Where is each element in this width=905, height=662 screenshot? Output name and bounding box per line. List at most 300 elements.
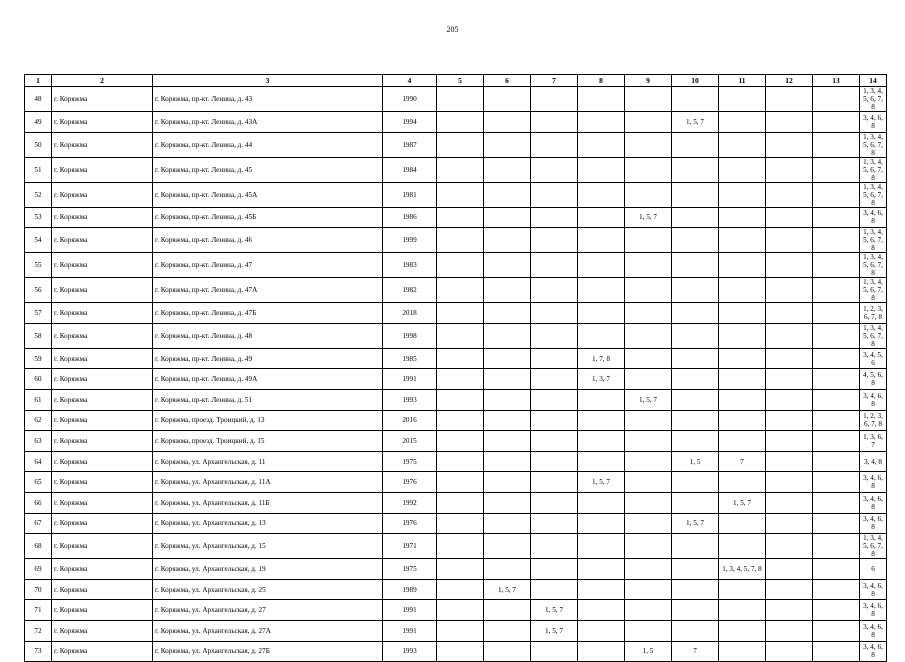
table-cell-col-6 bbox=[484, 389, 531, 410]
table-cell-col-7 bbox=[531, 278, 578, 303]
table-cell-col-14: 3, 4, 6, 8 bbox=[860, 207, 887, 228]
table-cell-col-8 bbox=[578, 253, 625, 278]
table-row bbox=[25, 87, 887, 112]
table-cell-col-13 bbox=[813, 492, 860, 513]
table-cell-col-1: 51 bbox=[25, 157, 52, 182]
table-cell-col-10 bbox=[672, 369, 719, 390]
table-cell-col-12 bbox=[766, 132, 813, 157]
table-cell-col-1: 50 bbox=[25, 132, 52, 157]
table-cell-col-3: г. Коряжма, проезд. Троицкий, д. 13 bbox=[153, 410, 383, 431]
table-cell-col-5 bbox=[437, 534, 484, 559]
table-cell-col-11 bbox=[719, 132, 766, 157]
table-cell-col-11 bbox=[719, 431, 766, 452]
table-cell-col-12 bbox=[766, 410, 813, 431]
table-cell-col-3: г. Коряжма, пр-кт. Ленина, д. 45А bbox=[153, 182, 383, 207]
table-cell-col-2: г. Коряжма bbox=[52, 228, 153, 253]
column-header-10: 10 bbox=[672, 75, 719, 87]
table-cell-col-2: г. Коряжма bbox=[52, 620, 153, 641]
table-cell-col-10 bbox=[672, 579, 719, 600]
table-cell-col-2: г. Коряжма bbox=[52, 157, 153, 182]
table-row bbox=[25, 132, 887, 157]
table-cell-col-14: 3, 4, 6, 8 bbox=[860, 492, 887, 513]
table-cell-col-3: г. Коряжма, пр-кт. Ленина, д. 45 bbox=[153, 157, 383, 182]
table-cell-col-5 bbox=[437, 492, 484, 513]
table-cell-col-11 bbox=[719, 620, 766, 641]
table-cell-col-7 bbox=[531, 534, 578, 559]
table-cell-col-6: 1, 5, 7 bbox=[484, 579, 531, 600]
table-cell-col-2: г. Коряжма bbox=[52, 472, 153, 493]
table-cell-col-6 bbox=[484, 112, 531, 133]
table-row bbox=[25, 157, 887, 182]
table-cell-col-14: 3, 4, 6, 8 bbox=[860, 472, 887, 493]
table-cell-col-3: г. Коряжма, ул. Архангельская, д. 11Б bbox=[153, 492, 383, 513]
table-cell-col-4: 2016 bbox=[383, 410, 437, 431]
table-cell-col-10: 7 bbox=[672, 641, 719, 662]
table-cell-col-6 bbox=[484, 228, 531, 253]
table-cell-col-11 bbox=[719, 157, 766, 182]
table-cell-col-1: 69 bbox=[25, 559, 52, 580]
column-header-7: 7 bbox=[531, 75, 578, 87]
table-cell-col-13 bbox=[813, 559, 860, 580]
table-cell-col-1: 63 bbox=[25, 431, 52, 452]
table-cell-col-10 bbox=[672, 207, 719, 228]
table-cell-col-12 bbox=[766, 182, 813, 207]
table-cell-col-2: г. Коряжма bbox=[52, 600, 153, 621]
table-cell-col-2: г. Коряжма bbox=[52, 431, 153, 452]
table-row bbox=[25, 431, 887, 452]
table-cell-col-12 bbox=[766, 348, 813, 369]
table-cell-col-9 bbox=[625, 534, 672, 559]
table-cell-col-5 bbox=[437, 369, 484, 390]
table-cell-col-8 bbox=[578, 600, 625, 621]
table-cell-col-10: 1, 5, 7 bbox=[672, 112, 719, 133]
table-cell-col-7 bbox=[531, 112, 578, 133]
table-cell-col-14: 3, 4, 6, 8 bbox=[860, 112, 887, 133]
table-cell-col-2: г. Коряжма bbox=[52, 182, 153, 207]
table-cell-col-1: 65 bbox=[25, 472, 52, 493]
table-cell-col-3: г. Коряжма, ул. Архангельская, д. 19 bbox=[153, 559, 383, 580]
table-cell-col-6 bbox=[484, 513, 531, 534]
table-cell-col-11 bbox=[719, 207, 766, 228]
table-cell-col-12 bbox=[766, 559, 813, 580]
table-cell-col-1: 55 bbox=[25, 253, 52, 278]
table-cell-col-5 bbox=[437, 513, 484, 534]
table-cell-col-8 bbox=[578, 389, 625, 410]
table-cell-col-12 bbox=[766, 600, 813, 621]
table-cell-col-10 bbox=[672, 303, 719, 324]
table-cell-col-4: 2018 bbox=[383, 303, 437, 324]
table-cell-col-3: г. Коряжма, пр-кт. Ленина, д. 49А bbox=[153, 369, 383, 390]
table-cell-col-10 bbox=[672, 253, 719, 278]
table-cell-col-5 bbox=[437, 228, 484, 253]
table-cell-col-12 bbox=[766, 579, 813, 600]
table-cell-col-1: 57 bbox=[25, 303, 52, 324]
table-cell-col-11 bbox=[719, 278, 766, 303]
table-cell-col-3: г. Коряжма, ул. Архангельская, д. 27А bbox=[153, 620, 383, 641]
table-cell-col-6 bbox=[484, 348, 531, 369]
table-row bbox=[25, 472, 887, 493]
table-cell-col-3: г. Коряжма, пр-кт. Ленина, д. 51 bbox=[153, 389, 383, 410]
table-cell-col-3: г. Коряжма, пр-кт. Ленина, д. 44 bbox=[153, 132, 383, 157]
table-cell-col-5 bbox=[437, 451, 484, 472]
table-cell-col-11 bbox=[719, 472, 766, 493]
table-cell-col-14: 1, 3, 4, 5, 6, 7, 8 bbox=[860, 534, 887, 559]
table-cell-col-6 bbox=[484, 431, 531, 452]
table-cell-col-6 bbox=[484, 559, 531, 580]
table-cell-col-9 bbox=[625, 410, 672, 431]
table-cell-col-8 bbox=[578, 157, 625, 182]
table-cell-col-1: 53 bbox=[25, 207, 52, 228]
table-cell-col-14: 1, 3, 4, 5, 6, 7, 8 bbox=[860, 253, 887, 278]
table-cell-col-13 bbox=[813, 207, 860, 228]
table-cell-col-5 bbox=[437, 207, 484, 228]
table-cell-col-4: 1998 bbox=[383, 323, 437, 348]
table-cell-col-13 bbox=[813, 431, 860, 452]
table-cell-col-12 bbox=[766, 87, 813, 112]
table-cell-col-4: 1993 bbox=[383, 389, 437, 410]
table-cell-col-9 bbox=[625, 87, 672, 112]
table-cell-col-14: 3, 4, 6, 8 bbox=[860, 600, 887, 621]
table-cell-col-7: 1, 5, 7 bbox=[531, 600, 578, 621]
table-cell-col-8 bbox=[578, 534, 625, 559]
table-cell-col-9 bbox=[625, 253, 672, 278]
table-cell-col-1: 72 bbox=[25, 620, 52, 641]
table-cell-col-10: 1, 5 bbox=[672, 451, 719, 472]
table-cell-col-10 bbox=[672, 389, 719, 410]
table-cell-col-8 bbox=[578, 641, 625, 662]
table-cell-col-3: г. Коряжма, пр-кт. Ленина, д. 49 bbox=[153, 348, 383, 369]
table-cell-col-7 bbox=[531, 207, 578, 228]
table-cell-col-4: 1982 bbox=[383, 278, 437, 303]
table-cell-col-3: г. Коряжма, пр-кт. Ленина, д. 43А bbox=[153, 112, 383, 133]
table-cell-col-5 bbox=[437, 348, 484, 369]
table-cell-col-4: 2015 bbox=[383, 431, 437, 452]
table-cell-col-2: г. Коряжма bbox=[52, 579, 153, 600]
table-cell-col-12 bbox=[766, 278, 813, 303]
column-header-5: 5 bbox=[437, 75, 484, 87]
table-cell-col-10 bbox=[672, 534, 719, 559]
table-cell-col-13 bbox=[813, 451, 860, 472]
table-cell-col-2: г. Коряжма bbox=[52, 534, 153, 559]
table-cell-col-4: 1989 bbox=[383, 579, 437, 600]
table-cell-col-8: 1, 3, 7 bbox=[578, 369, 625, 390]
table-cell-col-2: г. Коряжма bbox=[52, 348, 153, 369]
table-cell-col-10 bbox=[672, 431, 719, 452]
table-cell-col-1: 49 bbox=[25, 112, 52, 133]
table-cell-col-10 bbox=[672, 472, 719, 493]
table-cell-col-7 bbox=[531, 513, 578, 534]
table-cell-col-1: 70 bbox=[25, 579, 52, 600]
table-cell-col-5 bbox=[437, 112, 484, 133]
table-cell-col-6 bbox=[484, 472, 531, 493]
table-cell-col-6 bbox=[484, 253, 531, 278]
table-cell-col-5 bbox=[437, 600, 484, 621]
table-cell-col-7 bbox=[531, 559, 578, 580]
table-cell-col-11 bbox=[719, 513, 766, 534]
table-cell-col-3: г. Коряжма, ул. Архангельская, д. 13 bbox=[153, 513, 383, 534]
table-cell-col-11 bbox=[719, 579, 766, 600]
table-cell-col-4: 1993 bbox=[383, 641, 437, 662]
table-cell-col-8 bbox=[578, 431, 625, 452]
table-cell-col-6 bbox=[484, 600, 531, 621]
table-cell-col-4: 1991 bbox=[383, 600, 437, 621]
table-cell-col-9 bbox=[625, 472, 672, 493]
table-cell-col-1: 61 bbox=[25, 389, 52, 410]
table-cell-col-12 bbox=[766, 303, 813, 324]
table-cell-col-9: 1, 5, 7 bbox=[625, 389, 672, 410]
table-cell-col-5 bbox=[437, 620, 484, 641]
table-cell-col-6 bbox=[484, 534, 531, 559]
table-cell-col-5 bbox=[437, 472, 484, 493]
table-cell-col-10 bbox=[672, 278, 719, 303]
table-cell-col-4: 1976 bbox=[383, 513, 437, 534]
table-cell-col-11 bbox=[719, 348, 766, 369]
table-cell-col-4: 1976 bbox=[383, 472, 437, 493]
table-cell-col-9 bbox=[625, 579, 672, 600]
table-cell-col-8 bbox=[578, 228, 625, 253]
table-cell-col-3: г. Коряжма, ул. Архангельская, д. 11 bbox=[153, 451, 383, 472]
table-cell-col-6 bbox=[484, 207, 531, 228]
table-row bbox=[25, 579, 887, 600]
table-cell-col-9: 1, 5 bbox=[625, 641, 672, 662]
table-cell-col-6 bbox=[484, 492, 531, 513]
table-cell-col-10 bbox=[672, 600, 719, 621]
table-cell-col-10 bbox=[672, 492, 719, 513]
table-row bbox=[25, 323, 887, 348]
table-row bbox=[25, 228, 887, 253]
table-cell-col-6 bbox=[484, 641, 531, 662]
table-cell-col-13 bbox=[813, 228, 860, 253]
column-header-1: 1 bbox=[25, 75, 52, 87]
table-cell-col-13 bbox=[813, 534, 860, 559]
table-cell-col-7 bbox=[531, 410, 578, 431]
table-cell-col-14: 3, 4, 6, 8 bbox=[860, 513, 887, 534]
table-cell-col-3: г. Коряжма, пр-кт. Ленина, д. 43 bbox=[153, 87, 383, 112]
table-cell-col-4: 1991 bbox=[383, 369, 437, 390]
table-cell-col-1: 48 bbox=[25, 87, 52, 112]
table-cell-col-7 bbox=[531, 579, 578, 600]
table-cell-col-5 bbox=[437, 431, 484, 452]
table-cell-col-1: 66 bbox=[25, 492, 52, 513]
table-row bbox=[25, 641, 887, 662]
table-cell-col-7 bbox=[531, 323, 578, 348]
table-cell-col-14: 1, 3, 4, 5, 6, 7, 8 bbox=[860, 323, 887, 348]
table-cell-col-14: 3, 4, 8 bbox=[860, 451, 887, 472]
column-header-8: 8 bbox=[578, 75, 625, 87]
table-cell-col-4: 1992 bbox=[383, 492, 437, 513]
table-cell-col-1: 52 bbox=[25, 182, 52, 207]
table-cell-col-2: г. Коряжма bbox=[52, 132, 153, 157]
column-header-3: 3 bbox=[153, 75, 383, 87]
table-row bbox=[25, 534, 887, 559]
table-cell-col-2: г. Коряжма bbox=[52, 207, 153, 228]
column-header-9: 9 bbox=[625, 75, 672, 87]
column-header-11: 11 bbox=[719, 75, 766, 87]
column-header-2: 2 bbox=[52, 75, 153, 87]
table-cell-col-4: 1971 bbox=[383, 534, 437, 559]
table-cell-col-14: 1, 2, 3, 6, 7, 8 bbox=[860, 410, 887, 431]
table-cell-col-12 bbox=[766, 534, 813, 559]
table-cell-col-13 bbox=[813, 112, 860, 133]
column-header-4: 4 bbox=[383, 75, 437, 87]
table-cell-col-2: г. Коряжма bbox=[52, 559, 153, 580]
table-row bbox=[25, 348, 887, 369]
table-body bbox=[25, 87, 887, 662]
table-cell-col-1: 64 bbox=[25, 451, 52, 472]
table-cell-col-7 bbox=[531, 369, 578, 390]
table-row bbox=[25, 182, 887, 207]
table-cell-col-12 bbox=[766, 431, 813, 452]
table-cell-col-1: 58 bbox=[25, 323, 52, 348]
table-cell-col-11 bbox=[719, 182, 766, 207]
table-cell-col-13 bbox=[813, 157, 860, 182]
table-cell-col-8 bbox=[578, 87, 625, 112]
table-cell-col-10 bbox=[672, 323, 719, 348]
table-cell-col-13 bbox=[813, 369, 860, 390]
table-cell-col-9 bbox=[625, 182, 672, 207]
column-header-12: 12 bbox=[766, 75, 813, 87]
table-row bbox=[25, 492, 887, 513]
table-cell-col-14: 1, 3, 4, 5, 6, 7, 8 bbox=[860, 157, 887, 182]
table-cell-col-1: 73 bbox=[25, 641, 52, 662]
table-cell-col-12 bbox=[766, 157, 813, 182]
table-cell-col-8 bbox=[578, 513, 625, 534]
table-cell-col-9 bbox=[625, 278, 672, 303]
table-cell-col-12 bbox=[766, 451, 813, 472]
table-cell-col-12 bbox=[766, 207, 813, 228]
table-row bbox=[25, 513, 887, 534]
table-cell-col-13 bbox=[813, 620, 860, 641]
table-cell-col-12 bbox=[766, 492, 813, 513]
table-row bbox=[25, 278, 887, 303]
table-cell-col-2: г. Коряжма bbox=[52, 253, 153, 278]
table-row bbox=[25, 369, 887, 390]
table-cell-col-12 bbox=[766, 112, 813, 133]
table-cell-col-7 bbox=[531, 157, 578, 182]
table-cell-col-12 bbox=[766, 472, 813, 493]
table-cell-col-8: 1, 7, 8 bbox=[578, 348, 625, 369]
table-cell-col-9 bbox=[625, 303, 672, 324]
column-header-13: 13 bbox=[813, 75, 860, 87]
table-cell-col-6 bbox=[484, 410, 531, 431]
table-cell-col-4: 1975 bbox=[383, 559, 437, 580]
table-cell-col-5 bbox=[437, 253, 484, 278]
table-cell-col-5 bbox=[437, 278, 484, 303]
table-cell-col-14: 1, 3, 4, 5, 6, 7, 8 bbox=[860, 228, 887, 253]
table-cell-col-10 bbox=[672, 157, 719, 182]
table-cell-col-7 bbox=[531, 87, 578, 112]
table-cell-col-4: 1983 bbox=[383, 253, 437, 278]
table-cell-col-3: г. Коряжма, проезд. Троицкий, д. 15 bbox=[153, 431, 383, 452]
table-cell-col-7 bbox=[531, 182, 578, 207]
table-cell-col-3: г. Коряжма, пр-кт. Ленина, д. 45Б bbox=[153, 207, 383, 228]
table-cell-col-11 bbox=[719, 534, 766, 559]
table-cell-col-11: 1, 5, 7 bbox=[719, 492, 766, 513]
table-cell-col-6 bbox=[484, 182, 531, 207]
table-cell-col-7 bbox=[531, 253, 578, 278]
table-cell-col-6 bbox=[484, 132, 531, 157]
table-cell-col-8 bbox=[578, 410, 625, 431]
table-cell-col-7 bbox=[531, 228, 578, 253]
table-cell-col-14: 3, 4, 5, 6 bbox=[860, 348, 887, 369]
table-cell-col-3: г. Коряжма, ул. Архангельская, д. 25 bbox=[153, 579, 383, 600]
table-cell-col-4: 1994 bbox=[383, 112, 437, 133]
table-cell-col-14: 3, 4, 6, 8 bbox=[860, 579, 887, 600]
table-cell-col-14: 1, 3, 4, 5, 6, 7, 8 bbox=[860, 182, 887, 207]
table-cell-col-5 bbox=[437, 182, 484, 207]
table-cell-col-9 bbox=[625, 431, 672, 452]
table-cell-col-14: 3, 4, 6, 8 bbox=[860, 620, 887, 641]
table-cell-col-10 bbox=[672, 228, 719, 253]
table-cell-col-6 bbox=[484, 303, 531, 324]
table-cell-col-13 bbox=[813, 579, 860, 600]
table-cell-col-5 bbox=[437, 323, 484, 348]
table-cell-col-6 bbox=[484, 278, 531, 303]
table-cell-col-4: 1986 bbox=[383, 207, 437, 228]
table-cell-col-9 bbox=[625, 559, 672, 580]
table-cell-col-4: 1985 bbox=[383, 348, 437, 369]
table-cell-col-9 bbox=[625, 228, 672, 253]
table-cell-col-9 bbox=[625, 451, 672, 472]
table-cell-col-10 bbox=[672, 620, 719, 641]
table-cell-col-1: 67 bbox=[25, 513, 52, 534]
table-cell-col-9 bbox=[625, 132, 672, 157]
table-cell-col-14: 3, 4, 6, 8 bbox=[860, 641, 887, 662]
table-cell-col-3: г. Коряжма, ул. Архангельская, д. 11А bbox=[153, 472, 383, 493]
table-cell-col-3: г. Коряжма, пр-кт. Ленина, д. 46 bbox=[153, 228, 383, 253]
table-cell-col-5 bbox=[437, 303, 484, 324]
table-cell-col-8 bbox=[578, 559, 625, 580]
table-cell-col-3: г. Коряжма, ул. Архангельская, д. 15 bbox=[153, 534, 383, 559]
table-cell-col-8 bbox=[578, 182, 625, 207]
table-row bbox=[25, 207, 887, 228]
page-number: 205 bbox=[446, 25, 459, 34]
table-cell-col-2: г. Коряжма bbox=[52, 369, 153, 390]
table-cell-col-5 bbox=[437, 559, 484, 580]
table-cell-col-12 bbox=[766, 228, 813, 253]
table-cell-col-8 bbox=[578, 207, 625, 228]
table-cell-col-11 bbox=[719, 389, 766, 410]
table-cell-col-2: г. Коряжма bbox=[52, 323, 153, 348]
table-cell-col-13 bbox=[813, 253, 860, 278]
table-cell-col-10 bbox=[672, 87, 719, 112]
table-cell-col-11 bbox=[719, 303, 766, 324]
table-cell-col-14: 1, 3, 4, 5, 6, 7, 8 bbox=[860, 132, 887, 157]
table-cell-col-8 bbox=[578, 579, 625, 600]
table-cell-col-11 bbox=[719, 369, 766, 390]
table-cell-col-11 bbox=[719, 253, 766, 278]
table-cell-col-14: 1, 3, 6, 7 bbox=[860, 431, 887, 452]
column-header-14: 14 bbox=[860, 75, 887, 87]
table-row bbox=[25, 112, 887, 133]
table-row bbox=[25, 389, 887, 410]
table-cell-col-2: г. Коряжма bbox=[52, 87, 153, 112]
table-cell-col-13 bbox=[813, 278, 860, 303]
table-cell-col-9 bbox=[625, 369, 672, 390]
table-cell-col-13 bbox=[813, 348, 860, 369]
table-cell-col-8 bbox=[578, 278, 625, 303]
table-cell-col-1: 60 bbox=[25, 369, 52, 390]
table-cell-col-11 bbox=[719, 600, 766, 621]
table-cell-col-13 bbox=[813, 410, 860, 431]
table-cell-col-1: 59 bbox=[25, 348, 52, 369]
table-cell-col-9 bbox=[625, 492, 672, 513]
table-cell-col-13 bbox=[813, 389, 860, 410]
table-cell-col-7 bbox=[531, 348, 578, 369]
table-cell-col-4: 1999 bbox=[383, 228, 437, 253]
table-cell-col-14: 1, 2, 3, 6, 7, 8 bbox=[860, 303, 887, 324]
table-cell-col-8 bbox=[578, 451, 625, 472]
